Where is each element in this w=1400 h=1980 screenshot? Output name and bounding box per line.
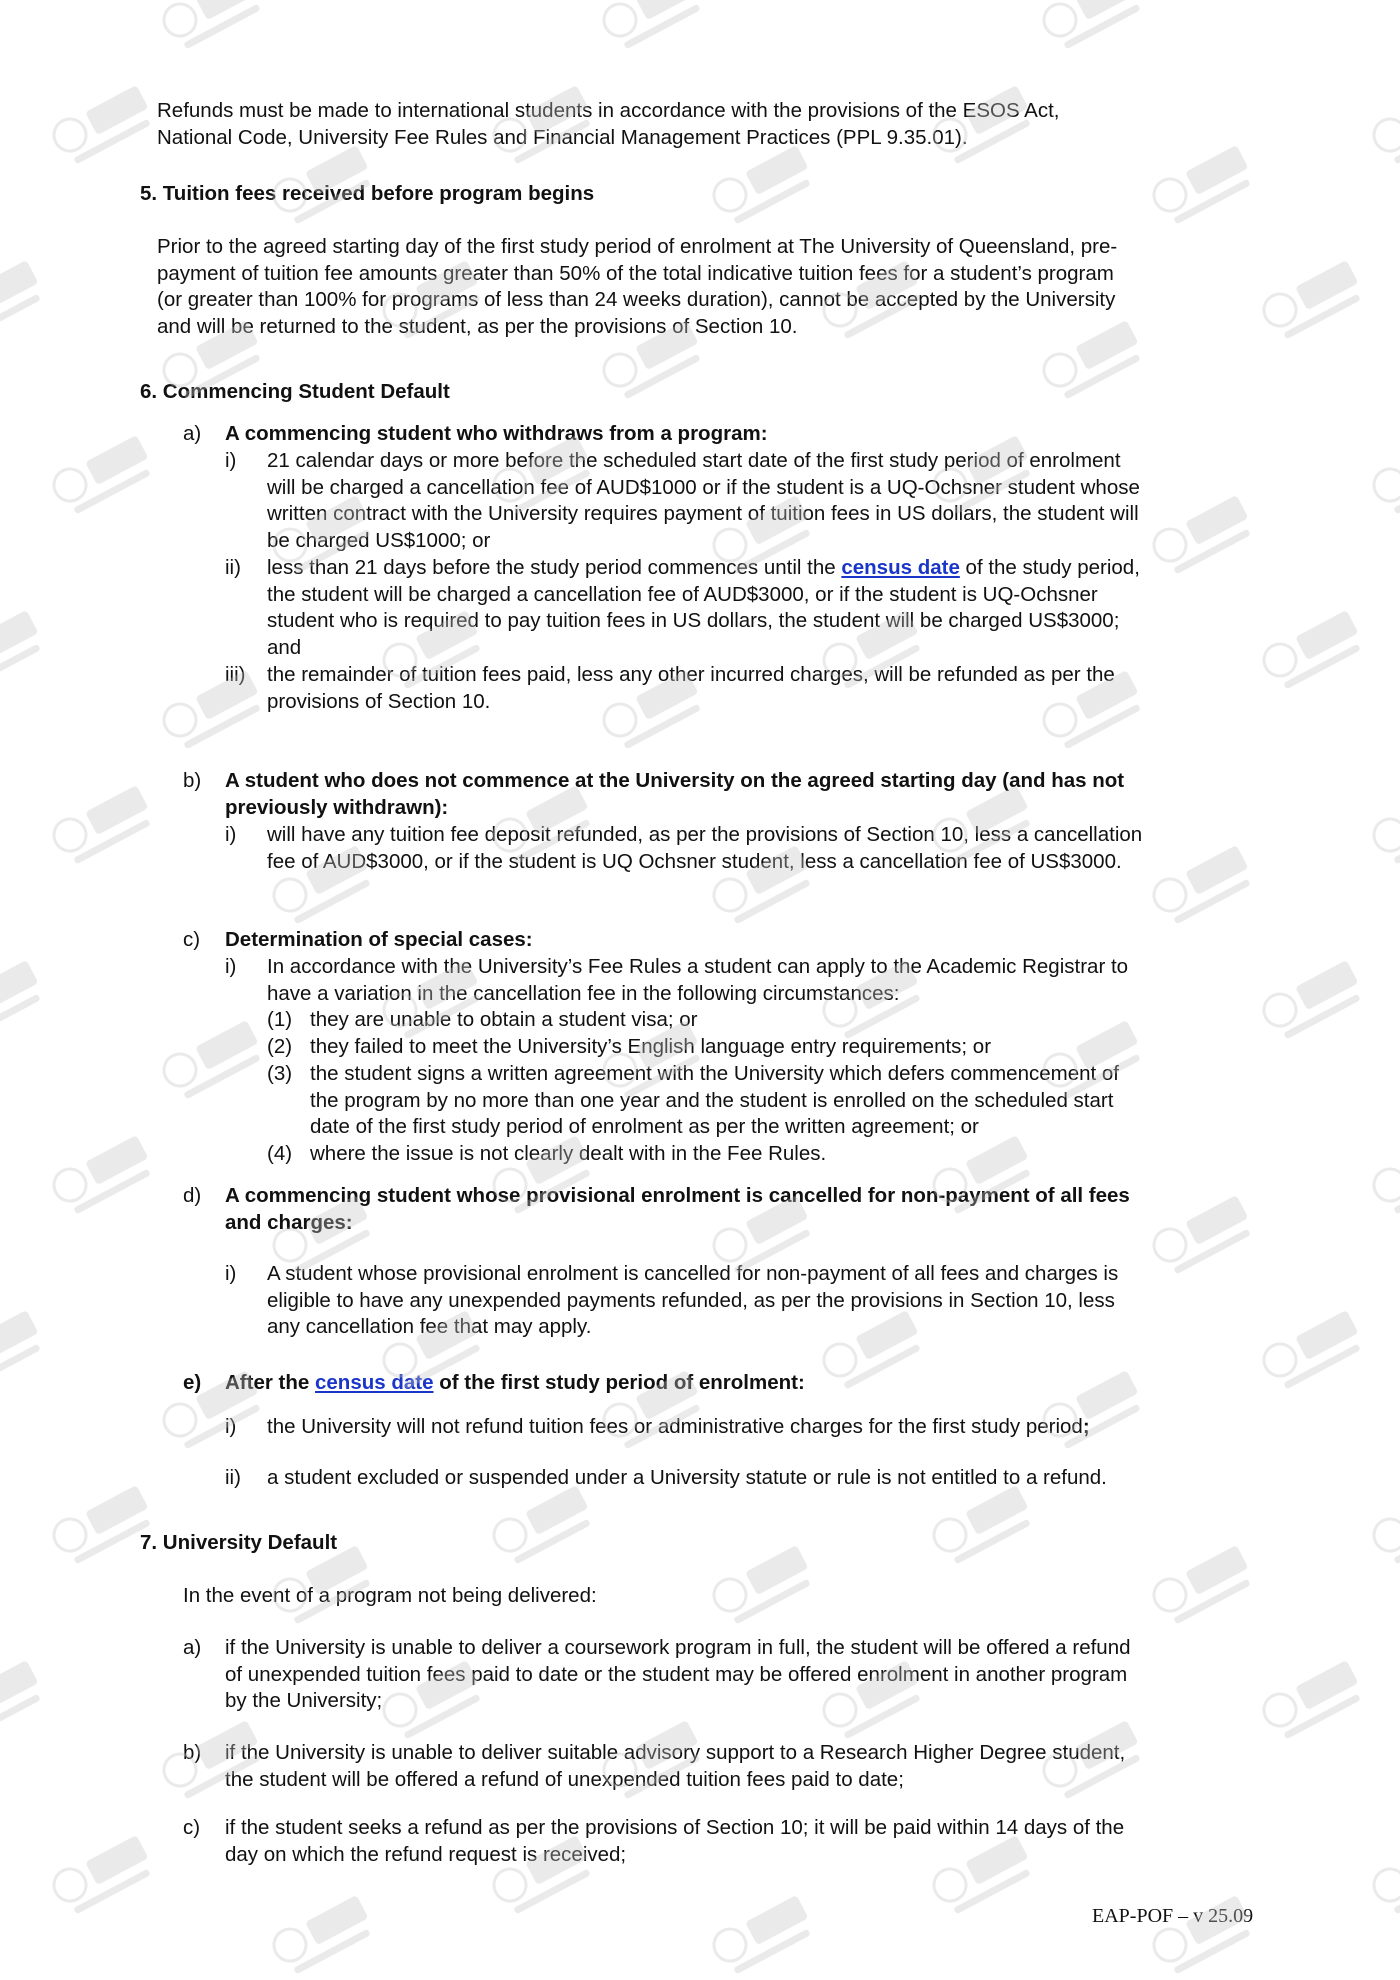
item-6a-title: A commencing student who withdraws from a program: bbox=[225, 422, 768, 445]
text-line: will be charged a cancellation fee of AUD$1000 or if the student is a UQ-Ochsner student whose bbox=[267, 475, 1140, 499]
watermark-stamp-icon bbox=[1368, 432, 1400, 518]
text-line: the remainder of tuition fees paid, less any other incurred charges, will be refunded as per the bbox=[267, 663, 1115, 686]
item-6d-i-text bbox=[267, 1261, 1287, 1341]
section-7-intro: In the event of a program not being delivered: bbox=[183, 1584, 597, 1607]
item-6e-ii-text: a student excluded or suspended under a University statute or rule is not entitled to a refund. bbox=[267, 1466, 1107, 1489]
item-6c-label: c) bbox=[183, 928, 201, 951]
intro-line: Refunds must be made to international students in accordance with the provisions of the ESOS Act, bbox=[157, 99, 1060, 122]
text-line: A commencing student whose provisional enrolment is cancelled for non-payment of all fees bbox=[225, 1184, 1130, 1207]
document-version-footer: EAP-POF – v 25.09 bbox=[1092, 1905, 1254, 1927]
text-line: student who is required to pay tuition fees in US dollars, the student will be charged US$3000; bbox=[267, 609, 1120, 632]
text-line: 21 calendar days or more before the scheduled start date of the first study period of enrolment bbox=[267, 449, 1121, 472]
item-6d-label: d) bbox=[183, 1184, 202, 1207]
watermark-stamp-icon bbox=[268, 1892, 376, 1978]
item-6b-i-text bbox=[267, 822, 1287, 875]
watermark-stamp-icon bbox=[48, 782, 156, 868]
item-6b-title bbox=[225, 768, 1285, 821]
text-line: if the University is unable to deliver suitable advisory support to a Research Higher Degree student, bbox=[225, 1741, 1126, 1764]
item-6b-label: b) bbox=[183, 769, 202, 792]
text-line: if the student seeks a refund as per the provisions of Section 10; it will be paid within 14 days of the bbox=[225, 1816, 1125, 1839]
item-6a-label: a) bbox=[183, 422, 202, 445]
text-line: eligible to have any unexpended payments refunded, as per the provisions in Section 10, less bbox=[267, 1288, 1115, 1312]
text-line: the student signs a written agreement with the University which defers commencement of bbox=[310, 1062, 1119, 1085]
item-7a-label: a) bbox=[183, 1636, 202, 1659]
watermark-stamp-icon bbox=[708, 142, 816, 228]
watermark-stamp-icon bbox=[598, 0, 706, 53]
section-5-line: and will be returned to the student, as per the provisions of Section 10. bbox=[157, 314, 798, 338]
watermark-stamp-icon bbox=[48, 82, 156, 168]
watermark-stamp-icon bbox=[708, 1892, 816, 1978]
watermark-stamp-icon bbox=[1368, 1132, 1400, 1218]
item-6a-ii-label: ii) bbox=[225, 556, 241, 579]
item-6c-title: Determination of special cases: bbox=[225, 928, 533, 951]
text-line: less than 21 days before the study period commences until the census date of the study period, bbox=[267, 556, 1140, 579]
watermark-stamp-icon bbox=[1368, 82, 1400, 168]
text-line: date of the first study period of enrolment as per the written agreement; or bbox=[310, 1115, 979, 1138]
text-line: if the University is unable to deliver a coursework program in full, the student will be offered a refund bbox=[225, 1636, 1131, 1659]
item-6a-iii-label: iii) bbox=[225, 663, 246, 686]
section-5-line: payment of tuition fee amounts greater than 50% of the total indicative tuition fees for a student’s program bbox=[157, 261, 1114, 285]
section-5-line: (or greater than 100% for programs of less than 24 weeks duration), cannot be accepted by the University bbox=[157, 288, 1116, 311]
section-5-heading: 5. Tuition fees received before program begins bbox=[140, 182, 595, 205]
item-6a-i-label: i) bbox=[225, 449, 237, 472]
item-6e-ii-label: ii) bbox=[225, 1466, 241, 1489]
watermark-stamp-icon bbox=[0, 257, 46, 343]
item-6e-i-label: i) bbox=[225, 1415, 237, 1438]
item-6c-i-label: i) bbox=[225, 955, 237, 978]
section-5-paragraph bbox=[157, 234, 1277, 340]
item-6b-i-label: i) bbox=[225, 823, 237, 846]
item-6e-label: e) bbox=[183, 1371, 202, 1394]
watermark-stamp-icon bbox=[1148, 1542, 1256, 1628]
section-5-line: Prior to the agreed starting day of the first study period of enrolment at The University of Queensland, pre- bbox=[157, 235, 1118, 258]
item-6a-ii-text bbox=[267, 555, 1287, 661]
item-6a-i-text bbox=[267, 448, 1287, 554]
watermark-stamp-icon bbox=[708, 1542, 816, 1628]
section-6-heading: 6. Commencing Student Default bbox=[140, 380, 450, 403]
item-6d-i-label: i) bbox=[225, 1262, 237, 1285]
watermark-stamp-icon bbox=[158, 667, 266, 753]
text-line: fee of AUD$3000, or if the student is UQ Ochsner student, less a cancellation fee of US$3000. bbox=[267, 849, 1122, 873]
item-6c-i-text bbox=[267, 954, 1287, 1007]
text-line: any cancellation fee that may apply. bbox=[267, 1315, 592, 1338]
watermark-stamp-icon bbox=[1368, 1832, 1400, 1918]
item-6c-num-3: (3) bbox=[267, 1062, 293, 1085]
text-line: day on which the refund request is received; bbox=[225, 1842, 627, 1866]
watermark-stamp-icon bbox=[48, 432, 156, 518]
item-6c-text-1: they are unable to obtain a student visa; or bbox=[310, 1008, 698, 1031]
item-6c-text-2: they failed to meet the University’s English language entry requirements; or bbox=[310, 1035, 992, 1058]
watermark-stamp-icon bbox=[158, 0, 266, 53]
item-7c-label: c) bbox=[183, 1816, 201, 1839]
text-line: written contract with the University requires payment of tuition fees in US dollars, the student will bbox=[267, 502, 1139, 525]
text-line: the student will be offered a refund of unexpended tuition fees paid to date; bbox=[225, 1767, 904, 1791]
census-date-link[interactable]: census date bbox=[315, 1371, 434, 1394]
text-line: and charges: bbox=[225, 1210, 353, 1234]
section-7-heading: 7. University Default bbox=[140, 1531, 338, 1554]
watermark-stamp-icon bbox=[0, 1657, 46, 1743]
text-line: previously withdrawn): bbox=[225, 795, 449, 819]
watermark-stamp-icon bbox=[1038, 0, 1146, 53]
text-line: the program by no more than one year and the student is enrolled on the scheduled start bbox=[310, 1088, 1114, 1112]
text-line: provisions of Section 10. bbox=[267, 689, 491, 713]
item-6c-text-4: where the issue is not clearly dealt with in the Fee Rules. bbox=[310, 1142, 827, 1165]
watermark-stamp-icon bbox=[488, 1482, 596, 1568]
text-line: In accordance with the University’s Fee Rules a student can apply to the Academic Registrar to bbox=[267, 955, 1129, 978]
text-line: by the University; bbox=[225, 1689, 383, 1712]
text-line: be charged US$1000; or bbox=[267, 528, 491, 552]
item-6c-num-1: (1) bbox=[267, 1008, 293, 1031]
intro-paragraph bbox=[157, 98, 1277, 151]
text-line: and bbox=[267, 635, 302, 659]
watermark-stamp-icon bbox=[1368, 1482, 1400, 1568]
text-line: have a variation in the cancellation fee in the following circumstances: bbox=[267, 981, 900, 1005]
watermark-stamp-icon bbox=[0, 607, 46, 693]
item-6c-text-3 bbox=[310, 1061, 1290, 1141]
item-7b-label: b) bbox=[183, 1741, 202, 1764]
item-6d-title bbox=[225, 1183, 1285, 1236]
text-line: of unexpended tuition fees paid to date or the student may be offered enrolment in another program bbox=[225, 1662, 1128, 1686]
item-6e-i-text: the University will not refund tuition fees or administrative charges for the first study period; bbox=[267, 1415, 1090, 1438]
item-7c-text bbox=[225, 1815, 1285, 1868]
watermark-stamp-icon bbox=[928, 1482, 1036, 1568]
watermark-stamp-icon bbox=[158, 1017, 266, 1103]
text-line: the student will be charged a cancellation fee of AUD$3000, or if the student is UQ-Ochsner bbox=[267, 582, 1098, 606]
watermark-stamp-icon bbox=[1148, 142, 1256, 228]
item-6e-title: After the census date of the first study period of enrolment: bbox=[225, 1371, 805, 1394]
watermark-stamp-icon bbox=[48, 1832, 156, 1918]
text-line: A student whose provisional enrolment is cancelled for non-payment of all fees and charges is bbox=[267, 1262, 1119, 1285]
text-line: A student who does not commence at the University on the agreed starting day (and has not bbox=[225, 769, 1125, 792]
item-7a-text bbox=[225, 1635, 1285, 1715]
intro-line: National Code, University Fee Rules and Financial Management Practices (PPL 9.35.01). bbox=[157, 125, 968, 149]
watermark-stamp-icon bbox=[1368, 782, 1400, 868]
item-6c-num-2: (2) bbox=[267, 1035, 293, 1058]
watermark-stamp-icon bbox=[0, 1307, 46, 1393]
watermark-stamp-icon bbox=[48, 1132, 156, 1218]
item-6a-iii-text bbox=[267, 662, 1287, 715]
census-date-link[interactable]: census date bbox=[841, 556, 960, 579]
item-6c-num-4: (4) bbox=[267, 1142, 293, 1165]
text-line: will have any tuition fee deposit refunded, as per the provisions of Section 10, less a cancellation bbox=[267, 823, 1143, 846]
item-7b-text bbox=[225, 1740, 1285, 1793]
watermark-stamp-icon bbox=[0, 957, 46, 1043]
